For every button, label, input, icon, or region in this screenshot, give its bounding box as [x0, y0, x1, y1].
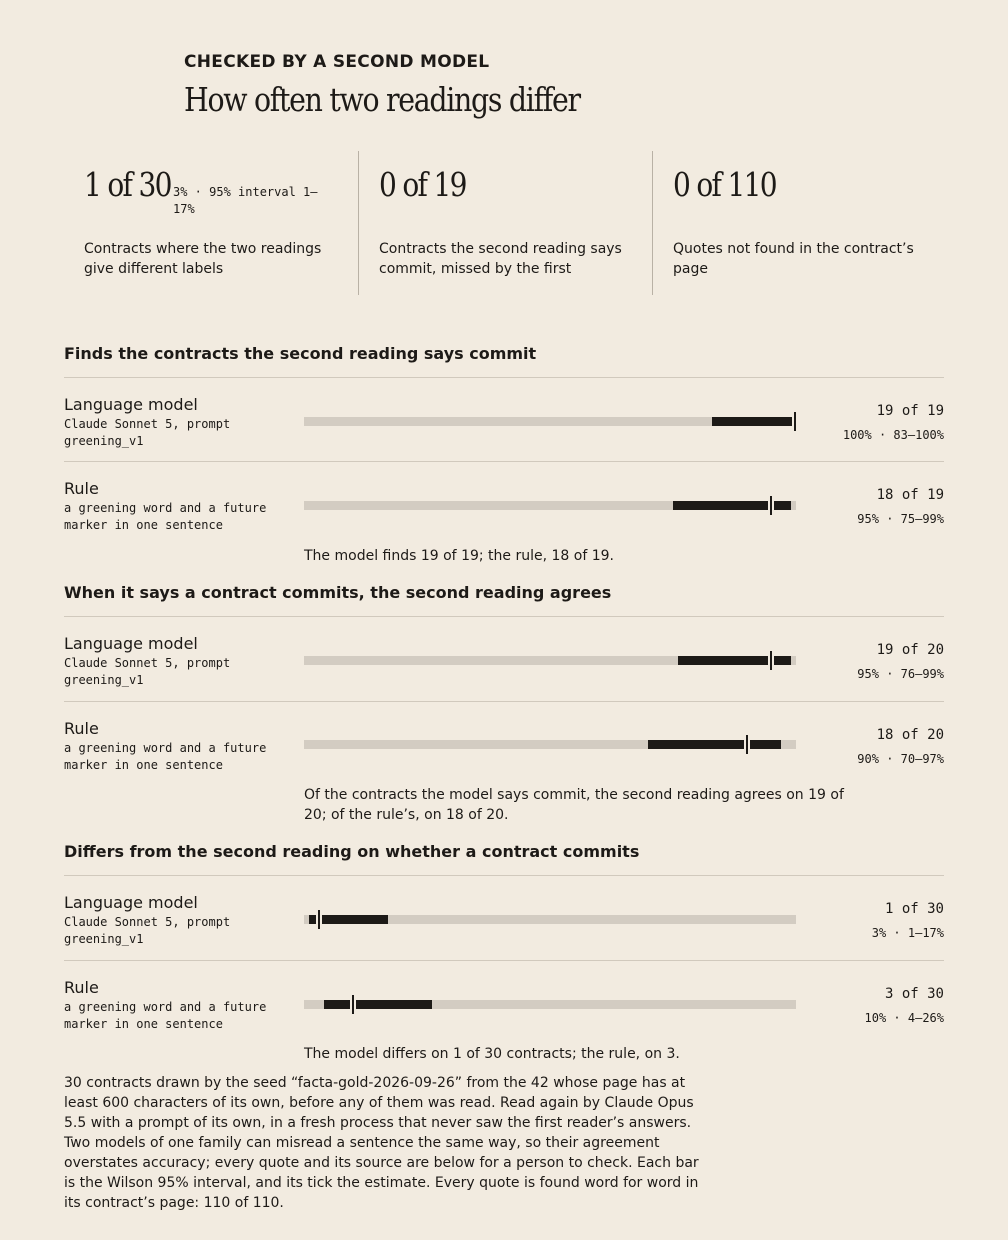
- row-range: 95% · 76–99%: [857, 667, 944, 681]
- row-sub: Claude Sonnet 5, prompt greening_v1: [64, 656, 231, 687]
- divider: [64, 960, 944, 961]
- row-range: 90% · 70–97%: [857, 752, 944, 766]
- kpi-label: Contracts the second reading says commit, missed by the first: [379, 241, 622, 277]
- kpi-missed: [358, 151, 673, 295]
- row-sub: Claude Sonnet 5, prompt greening_v1: [64, 915, 231, 946]
- confidence-interval-bar: [712, 417, 796, 426]
- row-count: 3 of 30: [884, 986, 944, 1002]
- row-range: 95% · 75–99%: [857, 512, 944, 526]
- kicker: CHECKED BY A SECOND MODEL: [184, 52, 490, 72]
- row-name: Rule: [64, 978, 99, 997]
- interval-track: [304, 1000, 796, 1009]
- kpi-label: Contracts where the two readings give different labels: [84, 241, 322, 277]
- interval-track: [304, 656, 796, 665]
- row-name: Rule: [64, 479, 99, 498]
- divider: [64, 616, 944, 617]
- row-range: 3% · 1–17%: [871, 926, 944, 940]
- kpi-note: 3% · 95% interval 1–17%: [173, 185, 318, 216]
- estimate-tick: [352, 995, 354, 1014]
- methodology-note: 30 contracts drawn by the seed “facta-gold-2026-09-26” from the 42 whose page has at least 600 characters of its own, before any of them was read. Read again by Claude Opus 5.5 with a prompt of its own, in a fresh process that never saw the first reader’s answers. Two models of one family can misread a sentence the same way, so their agreement overstates accuracy; every quote and its source are below for a person to check. Each bar is the Wilson 95% interval, and its tick the estimate. Every quote is found word for word in its contract’s page: 110 of 110.: [64, 1075, 699, 1211]
- divider: [64, 701, 944, 702]
- kpi-disagreement: [84, 151, 348, 295]
- row-sub: a greening word and a future marker in one sentence: [64, 501, 267, 532]
- section-caption: The model finds 19 of 19; the rule, 18 of 19.: [304, 548, 614, 564]
- interval-track: [304, 915, 796, 924]
- row-range: 100% · 83–100%: [842, 428, 944, 442]
- confidence-interval-bar: [309, 915, 388, 924]
- page-title: How often two readings differ: [184, 80, 580, 119]
- confidence-interval-bar: [678, 656, 791, 665]
- row-name: Language model: [64, 893, 198, 912]
- divider: [64, 461, 944, 462]
- row-sub: a greening word and a future marker in one sentence: [64, 1000, 267, 1031]
- confidence-interval-bar: [648, 740, 781, 749]
- section-heading: When it says a contract commits, the second reading agrees: [64, 583, 612, 602]
- kpi-value: 1 of 30: [84, 165, 171, 204]
- interval-track: [304, 417, 796, 426]
- row-name: Language model: [64, 634, 198, 653]
- interval-track: [304, 740, 796, 749]
- row-count: 19 of 20: [876, 642, 944, 658]
- section-heading: Finds the contracts the second reading says commit: [64, 344, 537, 363]
- kpi-label: Quotes not found in the contract’s page: [673, 241, 914, 277]
- interval-track: [304, 501, 796, 510]
- section-caption: The model differs on 1 of 30 contracts; the rule, on 3.: [304, 1046, 680, 1062]
- kpi-row: [64, 151, 944, 295]
- confidence-interval-bar: [673, 501, 791, 510]
- section-caption: Of the contracts the model says commit, the second reading agrees on 19 of 20; of the rule’s, on 18 of 20.: [304, 787, 844, 823]
- divider: [64, 377, 944, 378]
- divider: [64, 875, 944, 876]
- kpi-value: 0 of 19: [379, 165, 466, 204]
- row-name: Rule: [64, 719, 99, 738]
- kpi-value: 0 of 110: [673, 165, 776, 204]
- row-sub: Claude Sonnet 5, prompt greening_v1: [64, 417, 231, 448]
- row-name: Language model: [64, 395, 198, 414]
- row-range: 10% · 4–26%: [864, 1011, 944, 1025]
- row-count: 19 of 19: [876, 403, 944, 419]
- estimate-tick: [318, 910, 320, 929]
- kpi-quotes-not-found: [652, 151, 945, 295]
- row-sub: a greening word and a future marker in one sentence: [64, 741, 267, 772]
- section-heading: Differs from the second reading on whether a contract commits: [64, 842, 640, 861]
- row-count: 1 of 30: [884, 901, 944, 917]
- confidence-interval-bar: [324, 1000, 432, 1009]
- row-count: 18 of 19: [876, 487, 944, 503]
- row-count: 18 of 20: [876, 727, 944, 743]
